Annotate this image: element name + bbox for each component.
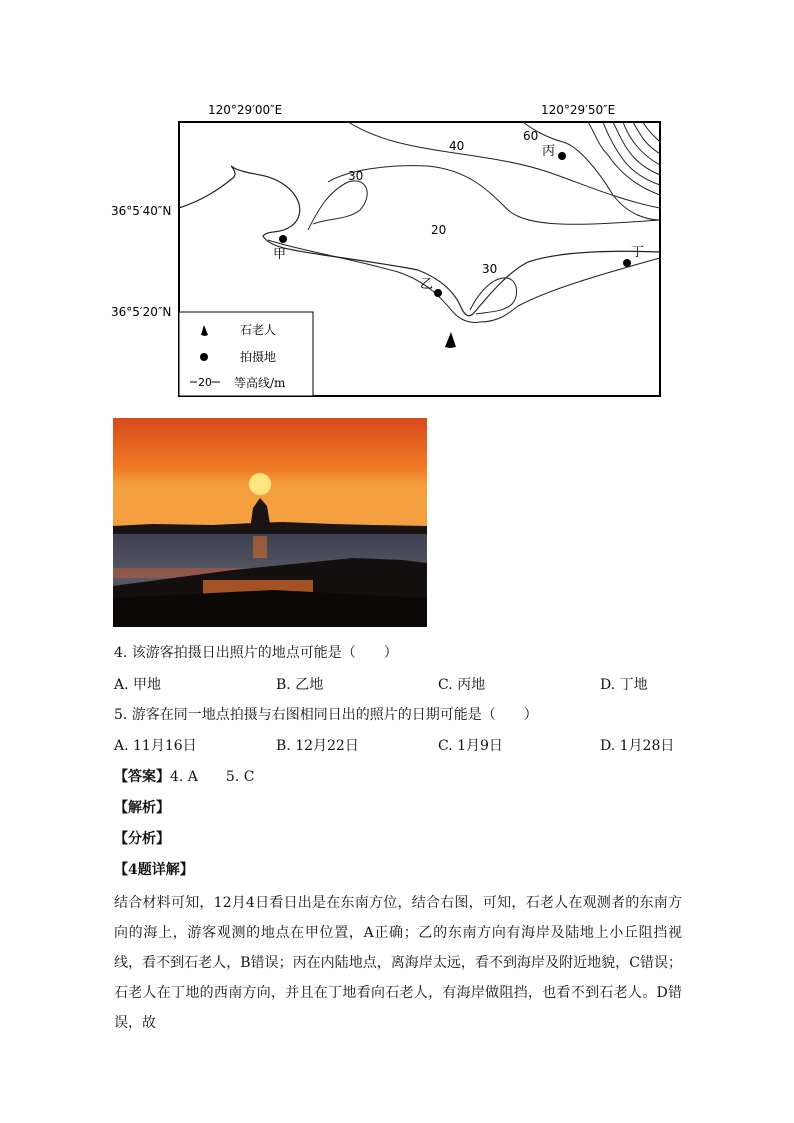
analysis-tag: 【解析】 (114, 800, 170, 816)
legend-spot: 拍摄地 (240, 350, 277, 364)
lat-label-2: 36°5′20″N (111, 305, 172, 319)
detail-paragraph: 结合材料可知，12月4日看日出是在东南方位，结合右图，可知，石老人在观测者的东南方向的海上，游客观测的地点在甲位置，A正确；乙的东南方向有海岸及陆地上小丘阻挡视线，看不到石老人，B错误；丙在内陆地点，离海岸太远，看不到海岸及附近地貌，C错误；石老人在丁地的西南方向，并且在丁地看向石老人，有海岸做阻挡，也看不到石老人。D错误，故 (114, 895, 682, 1031)
contour-label-40: 40 (449, 139, 465, 153)
detail-tag: 【4题详解】 (114, 862, 194, 878)
contour-30-left (308, 181, 367, 230)
q5-option-b: B. 12月22日 (276, 738, 359, 754)
lon-label-1: 120°29′00″E (208, 103, 283, 117)
q4-option-c: C. 丙地 (438, 677, 486, 693)
q4-option-d: D. 丁地 (600, 677, 648, 693)
spot-jia (279, 235, 287, 243)
spot-bing (558, 152, 566, 160)
spot-ding (623, 259, 631, 267)
place-ding: 丁 (631, 245, 645, 260)
lat-label-1: 36°5′40″N (111, 204, 172, 218)
contour-label-30b: 30 (482, 262, 498, 276)
rock-symbol (445, 332, 456, 348)
fenxi-tag: 【分析】 (114, 831, 170, 847)
place-bing: 丙 (542, 144, 556, 159)
contour-label-20: 20 (431, 223, 447, 237)
spot-yi (434, 289, 442, 297)
q5-option-a: A. 11月16日 (114, 738, 197, 754)
legend-contour: 等高线/m (234, 376, 286, 390)
shore-line (268, 240, 660, 323)
question-5: 5. 游客在同一地点拍摄与右图相同日出的照片的日期可能是（ ） (114, 707, 538, 723)
question-4: 4. 该游客拍摄日出照片的地点可能是（ ） (114, 645, 398, 661)
coastline (179, 166, 660, 316)
q4-option-b: B. 乙地 (276, 677, 324, 693)
legend-spot-icon (200, 353, 208, 361)
q5-option-d: D. 1月28日 (600, 738, 675, 754)
sunrise-photo (113, 418, 427, 627)
legend-rock: 石老人 (240, 323, 277, 337)
place-yi: 乙 (420, 277, 434, 292)
contour-label-60: 60 (523, 129, 539, 143)
place-jia: 甲 (273, 247, 287, 262)
contour-label-30a: 30 (348, 169, 364, 183)
legend-contour-sample: 20 (198, 376, 212, 389)
answer-line (114, 767, 254, 787)
answer-text: 4. A 5. C (170, 769, 255, 785)
answer-tag: 【答案】 (114, 769, 170, 785)
topographic-map (108, 100, 668, 400)
map-svg (108, 100, 668, 400)
q5-option-c: C. 1月9日 (438, 738, 503, 754)
lon-label-2: 120°29′50″E (541, 103, 616, 117)
q4-option-a: A. 甲地 (114, 677, 162, 693)
